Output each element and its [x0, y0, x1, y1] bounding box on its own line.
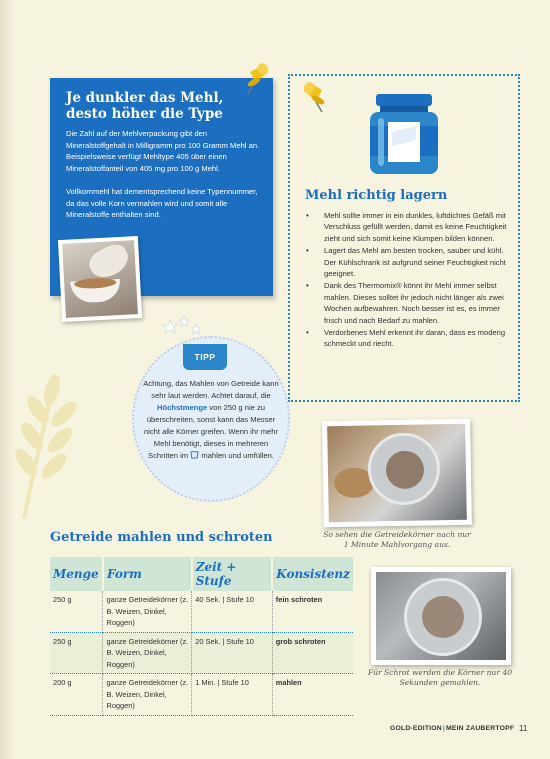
grinding-table	[50, 557, 353, 716]
flour-scoop	[85, 240, 133, 283]
cell-zeit: 20 Sek. | Stufe 10	[192, 632, 273, 674]
table-row	[50, 591, 353, 632]
table-row	[50, 674, 353, 716]
storage-list	[304, 210, 514, 351]
coarse-grain-photo	[371, 567, 511, 665]
page-number: 11	[519, 724, 528, 733]
cell-zeit: 40 Sek. | Stufe 10	[192, 591, 273, 632]
page-footer	[390, 725, 530, 732]
footer-separator: |	[442, 725, 445, 732]
tip-text-end: mahlen und umfüllen.	[201, 451, 274, 460]
tip-badge: TIPP	[183, 344, 227, 370]
photo2-caption: Für Schrot werden die Körner nur 40 Sekunden gemahlen.	[367, 668, 513, 687]
pushpin-icon	[302, 80, 328, 114]
footer-edition: GOLD-EDITION	[390, 725, 442, 732]
storage-item: • Verdorbenes Mehl erkennt ihr daran, dass es moderig schmeckt und riecht.	[304, 327, 514, 350]
tip-highlight: Höchstmenge	[156, 403, 208, 412]
flour-jar-icon	[364, 92, 444, 176]
cell-form: ganze Getreidekörner (z. B. Weizen, Dinkel, Roggen)	[103, 632, 192, 674]
header-konsistenz: Konsistenz	[272, 557, 353, 591]
cell-zeit: 1 Min. | Stufe 10	[192, 674, 273, 716]
tip-text-middle: von 250 g nie zu überschreiten, sonst kann das Messer nicht alle Körner greifen. Wenn ihr mehr Mehl benötigt, dieses in mehreren Schritten im	[143, 403, 279, 460]
table-title: Getreide mahlen und schroten	[50, 530, 273, 545]
storage-item: • Mehl sollte immer in ein dunkles, luftdichtes Gefäß mit Verschluss gefüllt werden, damit es keine Feuchtigkeit zieht und sich somit keine Klumpen bilden können.	[304, 210, 514, 244]
storage-item: • Lagert das Mehl am besten trocken, sauber und kühl. Der Kühlschrank ist aufgrund seiner Feuchtigkeit nicht geeignet.	[304, 245, 514, 279]
tip-text	[138, 378, 284, 462]
tip-text-start: Achtung, das Mahlen von Getreide kann sehr laut werden. Achtet darauf, die	[143, 379, 279, 400]
cell-form: ganze Getreidekörner (z. B. Weizen, Dinkel, Roggen)	[103, 591, 192, 632]
coarse-grain	[422, 596, 464, 638]
header-form: Form	[103, 557, 192, 591]
mehltype-paragraph-2: Vollkornmehl hat dementsprechend keine Typennummer, da das volle Korn vermahlen wird und somit alle Mineralstoffe enthalten sind.	[66, 186, 258, 220]
wheat-icon	[4, 370, 94, 520]
thermomix-bowl-icon	[190, 450, 199, 459]
cell-menge: 200 g	[50, 674, 103, 716]
flour-bowl-photo	[58, 236, 142, 322]
pushpin-icon	[244, 62, 270, 96]
storage-title: Mehl richtig lagern	[305, 188, 448, 203]
cell-menge: 250 g	[50, 591, 103, 632]
storage-item: • Dank des Thermomix® könnt ihr Mehl immer selbst mahlen. Dieses solltet ihr jedoch nicht länger als zwei Wochen aufbewahren. Noch besser ist es, es immer frisch und nach Bedarf zu mahlen.	[304, 280, 514, 326]
header-menge: Menge	[50, 557, 103, 591]
mehltype-paragraph-1: Die Zahl auf der Mehlverpackung gibt den Mineralstoffgehalt in Milligramm pro 100 Gramm Mehl an. Beispielsweise verfügt Mehltype 405 über einen Mineralstoffanteil von 405 mg pro 100 g Mehl.	[66, 129, 260, 173]
mehltype-title: Je dunkler das Mehl, desto höher die Type	[66, 90, 224, 122]
table-row	[50, 632, 353, 674]
mehltype-text	[66, 128, 266, 232]
cell-form: ganze Getreidekörner (z. B. Weizen, Dinkel, Roggen)	[103, 674, 192, 716]
footer-magazine: MEIN ZAUBERTOPF	[445, 725, 515, 732]
photo1-caption: So sehen die Getreidekörner nach nur 1 Minute Mahlvorgang aus.	[323, 530, 471, 549]
cell-konsistenz: mahlen	[272, 674, 353, 716]
stars-icon	[160, 314, 210, 338]
cell-menge: 250 g	[50, 632, 103, 674]
table-header-row	[50, 557, 353, 591]
ground-grain-photo	[322, 419, 472, 528]
header-zeit-stufe: Zeit + Stufe	[192, 557, 273, 591]
cell-konsistenz: grob schroten	[272, 632, 353, 674]
cell-konsistenz: fein schroten	[272, 591, 353, 632]
